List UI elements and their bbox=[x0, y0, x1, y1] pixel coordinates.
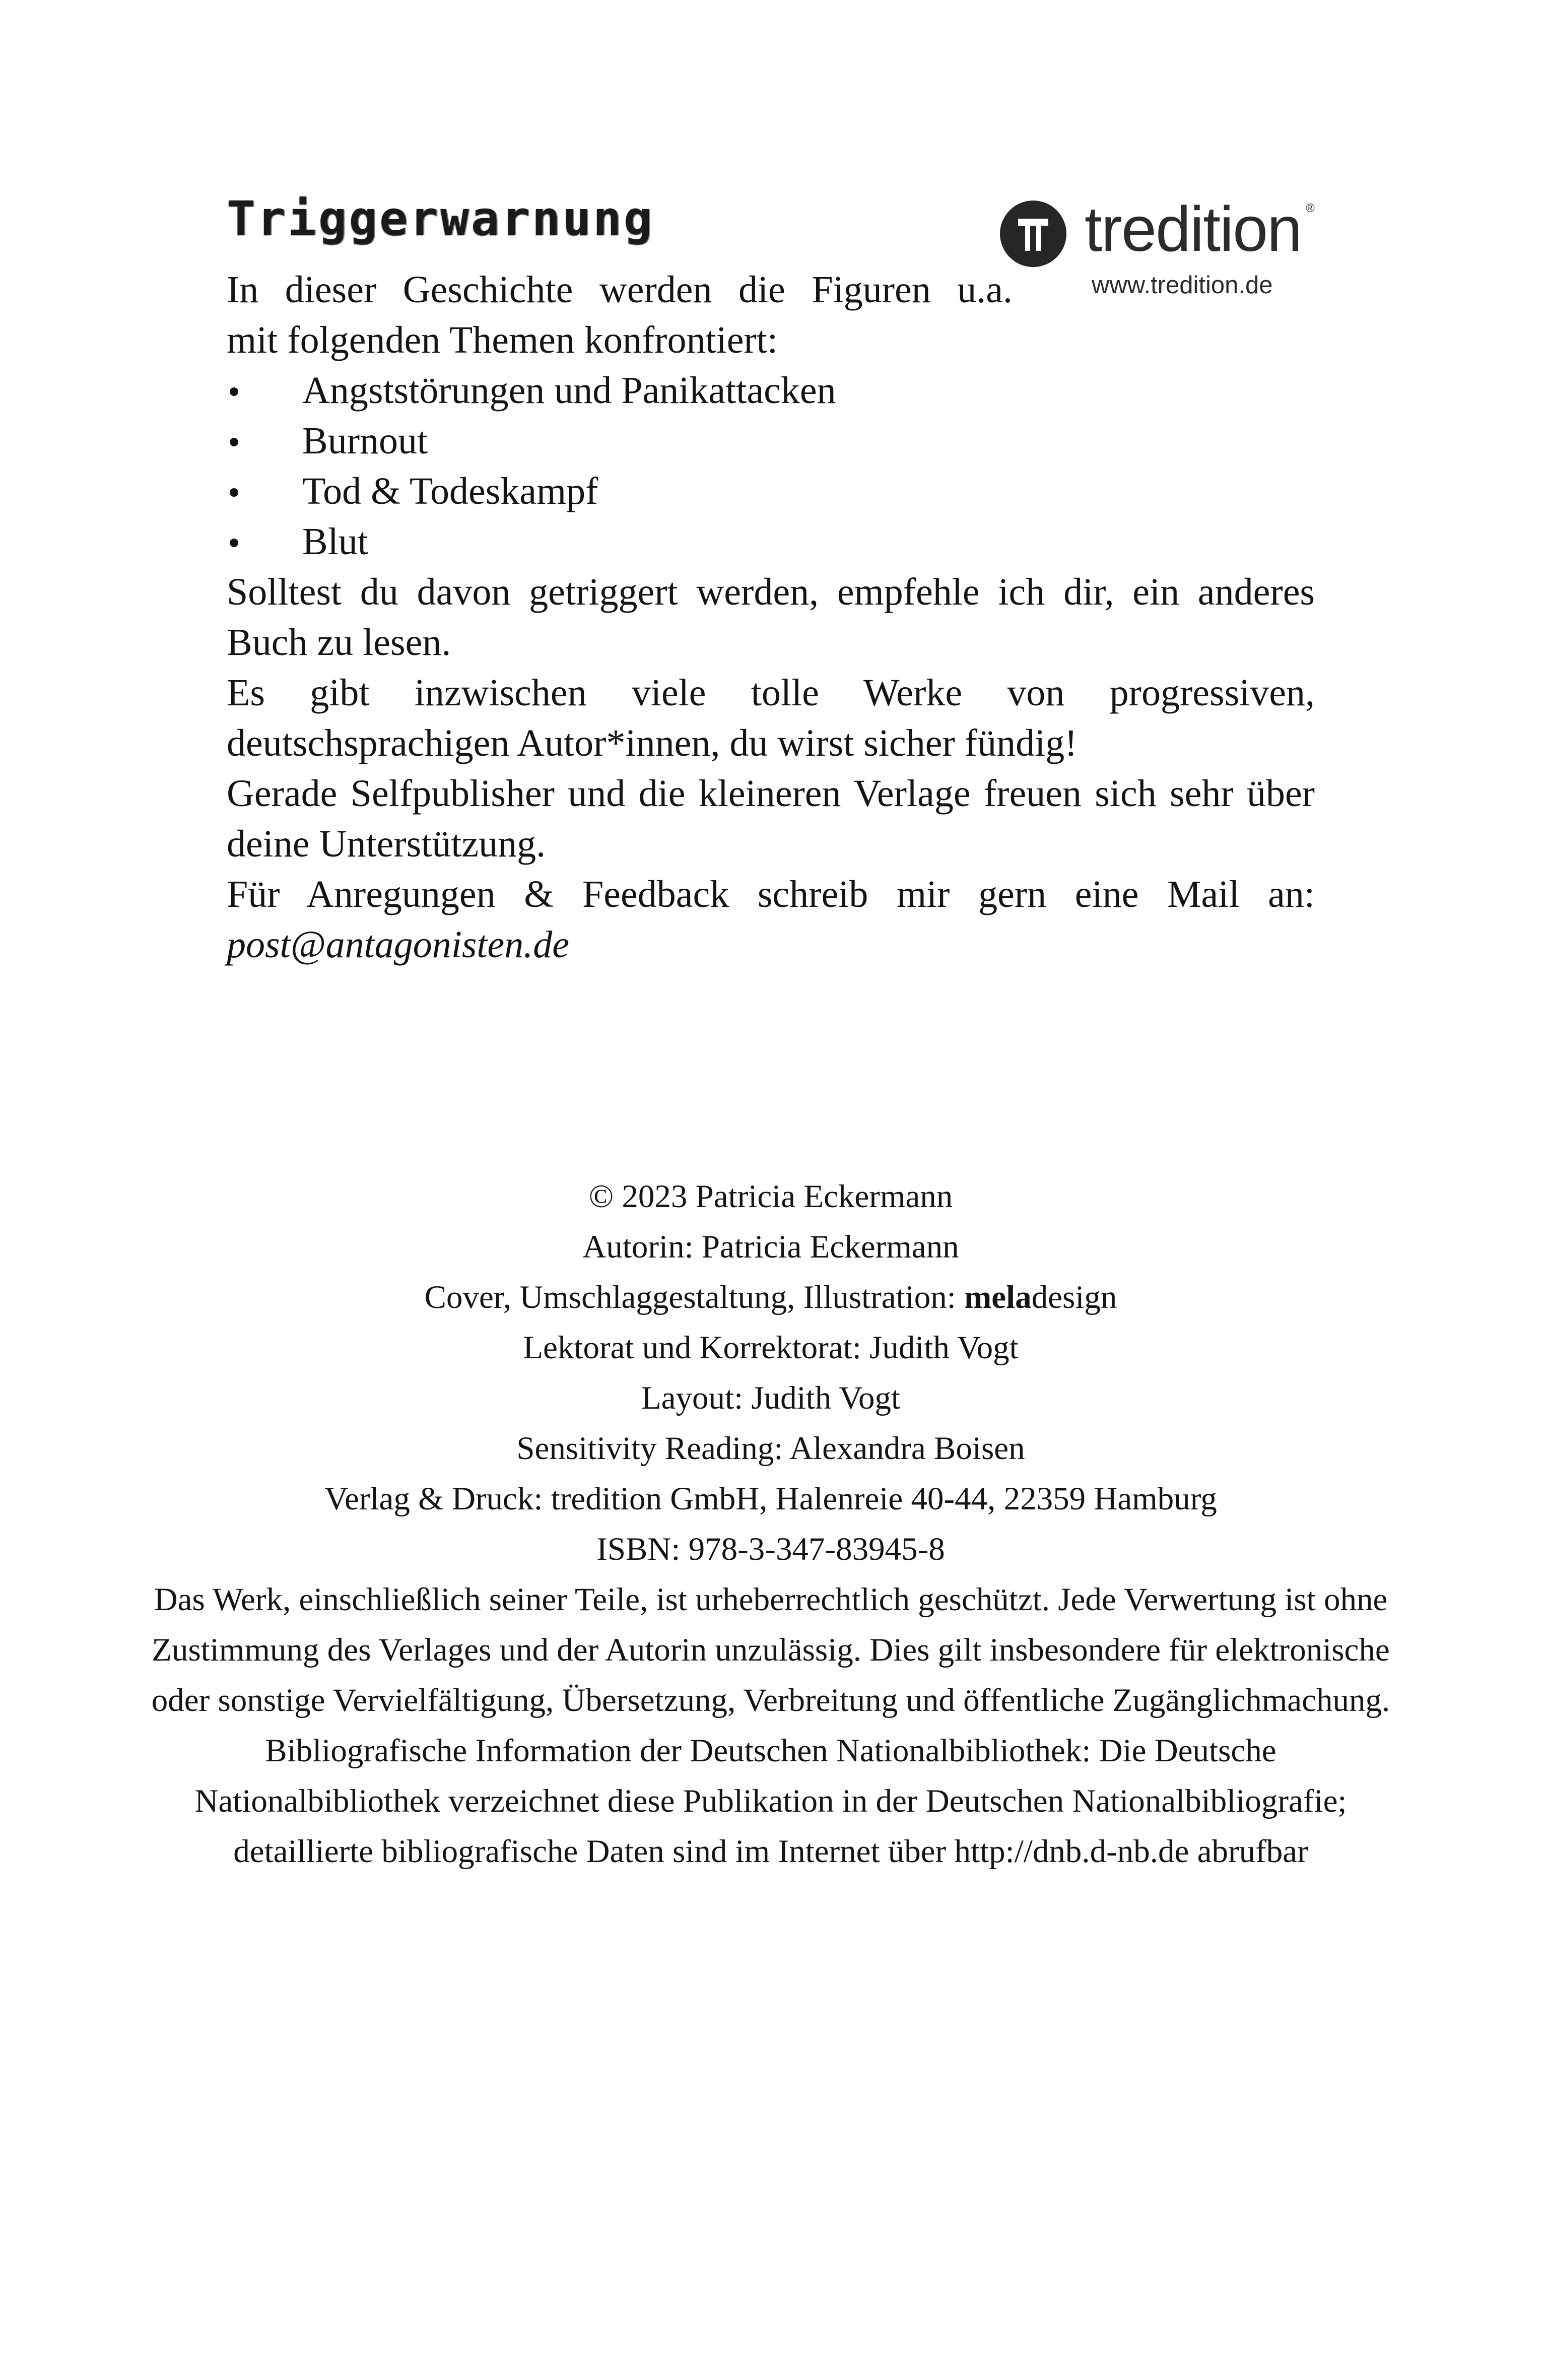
list-item: Angststörungen und Panikattacken bbox=[227, 365, 836, 416]
tredition-logo-mark-icon bbox=[1000, 201, 1066, 267]
list-item: Tod & Todeskampf bbox=[227, 466, 836, 516]
cover-designer-bold: mela bbox=[964, 1279, 1032, 1315]
rights-notice: Das Werk, einschließlich seiner Teile, ist urheberrechtlich geschützt. Jede Verwertung ist ohne Zustimmung des Verlages und der Autorin unzulässig. Dies gilt insbesondere für elektronische oder sonstige Vervielfältigung, Übersetzung, Verbreitung und öffentliche Zugänglichmachung. bbox=[151, 1581, 1390, 1718]
logo-registered-mark: ® bbox=[1306, 202, 1315, 215]
intro-line-2: mit folgenden Themen konfrontiert: bbox=[227, 319, 778, 361]
list-item: Burnout bbox=[227, 416, 836, 466]
publisher-logo bbox=[1000, 193, 1322, 307]
publisher-line: Verlag & Druck: tredition GmbH, Halenreie 40-44, 22359 Hamburg bbox=[324, 1481, 1217, 1517]
logo-url: www.tredition.de bbox=[1092, 272, 1273, 299]
layout-line: Layout: Judith Vogt bbox=[641, 1380, 901, 1416]
trigger-topic-list bbox=[227, 365, 836, 567]
intro-line-1: In dieser Geschichte werden die Figuren u.a. bbox=[227, 269, 1013, 311]
list-item: Blut bbox=[227, 516, 836, 567]
logo-brand-name: tredition bbox=[1085, 193, 1302, 265]
cover-designer-rest: design bbox=[1031, 1279, 1117, 1315]
intro-text bbox=[227, 265, 1013, 365]
advice-paragraph: Solltest du davon getriggert werden, empfehle ich dir, ein anderes Buch zu lesen. bbox=[227, 571, 1315, 664]
editing-line: Lektorat und Korrektorat: Judith Vogt bbox=[523, 1330, 1019, 1366]
recommendation-paragraph: Es gibt inzwischen viele tolle Werke von progressiven, deutschsprachigen Autor*innen, du wirst sicher fündig! bbox=[227, 672, 1315, 764]
imprint-block bbox=[151, 1171, 1390, 1877]
copyright-line: © 2023 Patricia Eckermann bbox=[588, 1178, 953, 1215]
author-line: Autorin: Patricia Eckermann bbox=[582, 1229, 959, 1265]
feedback-paragraph: Für Anregungen & Feedback schreib mir gern eine Mail an: bbox=[227, 873, 1315, 915]
cover-credit-label: Cover, Umschlaggestaltung, Illustration: bbox=[424, 1279, 965, 1315]
cover-credit-line bbox=[151, 1272, 1390, 1323]
contact-email-link[interactable]: post@antagonisten.de bbox=[227, 923, 569, 966]
isbn-line: ISBN: 978-3-347-83945-8 bbox=[596, 1531, 945, 1567]
dnb-notice: Bibliografische Information der Deutschen Nationalbibliothek: Die Deutsche Nationalbibliothek verzeichnet diese Publikation in der Deutschen Nationalbibliografie; detaillierte bibliografische Daten sind im Internet über http://dnb.d-nb.de abrufbar bbox=[194, 1733, 1347, 1870]
section-heading: Triggerwarnung bbox=[227, 191, 654, 246]
support-paragraph: Gerade Selfpublisher und die kleineren Verlage freuen sich sehr über deine Unterstützung. bbox=[227, 772, 1315, 865]
sensitivity-reading-line: Sensitivity Reading: Alexandra Boisen bbox=[516, 1430, 1025, 1467]
